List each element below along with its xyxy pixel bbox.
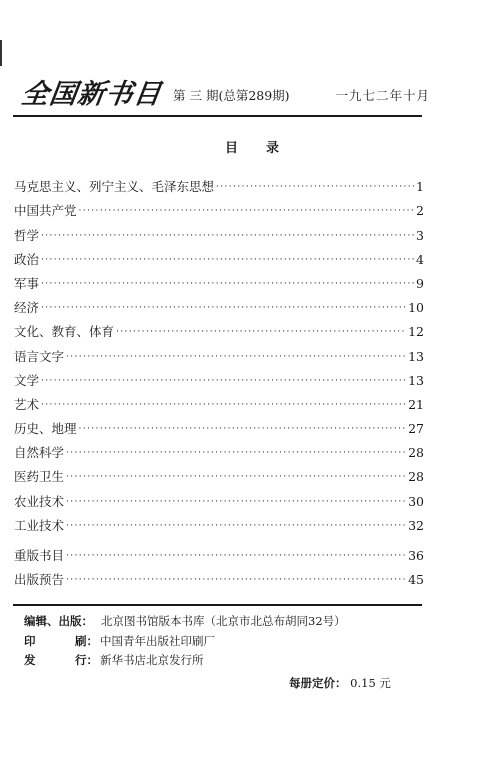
toc-entry-page: 21 [408, 396, 424, 412]
toc-entry-page: 3 [416, 227, 424, 243]
toc-entry[interactable] [14, 194, 424, 218]
toc-entry[interactable] [14, 436, 424, 460]
masthead [19, 72, 430, 110]
leader-dots [79, 205, 415, 218]
toc-entry[interactable] [14, 563, 424, 587]
toc-entry-page: 1 [416, 179, 424, 195]
table-of-contents-extra [14, 539, 424, 587]
toc-entry-page: 45 [408, 572, 424, 588]
toc-entry[interactable] [14, 339, 424, 363]
leader-dots [79, 423, 407, 436]
leader-dots [66, 520, 406, 533]
toc-entry-label: 工业技术 [14, 517, 65, 533]
toc-entry-page: 4 [416, 251, 424, 267]
toc-entry-page: 10 [408, 300, 424, 316]
colophon-editor [24, 612, 346, 632]
toc-entry[interactable] [14, 460, 424, 484]
price [289, 675, 391, 691]
toc-entry-label: 马克思主义、列宁主义、毛泽东思想 [14, 179, 215, 195]
colophon-printer [24, 632, 346, 652]
toc-entry-label: 文学 [14, 372, 40, 388]
publication-logo: 全国新书目 [19, 79, 164, 110]
leader-dots [66, 471, 406, 484]
toc-entry-page: 13 [408, 348, 424, 364]
toc-entry-page: 28 [408, 445, 424, 461]
leader-dots [41, 254, 414, 267]
toc-entry-label: 中国共产党 [14, 203, 77, 219]
toc-entry[interactable] [14, 243, 424, 267]
page-edge-mark [0, 40, 2, 66]
leader-dots [41, 230, 414, 243]
toc-entry-label: 农业技术 [14, 493, 65, 509]
leader-dots [66, 447, 406, 460]
leader-dots [41, 278, 414, 291]
leader-dots [41, 302, 406, 315]
price-value: 0.15 元 [350, 676, 391, 690]
leader-dots [66, 496, 406, 509]
leader-dots [66, 550, 406, 563]
toc-entry-label: 艺术 [14, 396, 40, 412]
toc-entry-page: 13 [408, 372, 424, 388]
toc-entry[interactable] [14, 412, 424, 436]
toc-entry[interactable] [14, 170, 424, 194]
toc-entry[interactable] [14, 364, 424, 388]
colophon-rule [13, 604, 422, 606]
toc-entry-page: 28 [408, 469, 424, 485]
toc-entry-label: 语言文字 [14, 348, 65, 364]
leader-dots [41, 375, 406, 388]
leader-dots [41, 399, 406, 412]
toc-entry-label: 自然科学 [14, 445, 65, 461]
colophon [24, 612, 346, 671]
issue-number: 第 三 期(总第289期) [173, 88, 290, 103]
leader-dots [216, 181, 414, 194]
toc-entry-page: 12 [408, 324, 424, 340]
toc-entry-label: 军事 [14, 275, 40, 291]
toc-entry-page: 9 [416, 275, 424, 291]
colophon-editor-label: 编辑、出版： [24, 614, 93, 628]
toc-entry-page: 36 [408, 548, 424, 564]
toc-entry[interactable] [14, 267, 424, 291]
toc-entry-label: 文化、教育、体育 [14, 324, 115, 340]
toc-entry[interactable] [14, 509, 424, 533]
leader-dots [116, 326, 406, 339]
toc-entry[interactable] [14, 388, 424, 412]
leader-dots [66, 351, 406, 364]
colophon-distributor [24, 651, 346, 671]
table-of-contents [14, 170, 424, 533]
toc-entry[interactable] [14, 484, 424, 508]
colophon-printer-value: 中国青年出版社印刷厂 [100, 633, 215, 648]
colophon-printer-label: 印 刷： [24, 633, 98, 648]
colophon-distributor-label: 发 行： [24, 653, 98, 667]
colophon-editor-value: 北京图书馆版本书库（北京市北总布胡同32号） [101, 614, 346, 628]
leader-dots [66, 574, 406, 587]
toc-entry[interactable] [14, 315, 424, 339]
toc-entry-label: 哲学 [14, 227, 40, 243]
toc-entry-page: 32 [408, 517, 424, 533]
toc-entry-page: 27 [408, 421, 424, 437]
toc-entry-label: 历史、地理 [14, 421, 77, 437]
toc-entry-label: 医药卫生 [14, 469, 65, 485]
toc-entry-page: 30 [408, 493, 424, 509]
price-label: 每册定价： [289, 676, 347, 690]
toc-entry-label: 重版书目 [14, 548, 65, 564]
toc-entry[interactable] [14, 218, 424, 242]
toc-entry-label: 经济 [14, 300, 40, 316]
toc-heading: 目录 [224, 141, 307, 156]
issue-date: 一九七二年十月 [335, 88, 430, 103]
toc-entry-label: 出版预告 [14, 572, 65, 588]
header-rule [13, 115, 422, 117]
toc-entry-label: 政治 [14, 251, 40, 267]
toc-entry[interactable] [14, 539, 424, 563]
toc-entry-page: 2 [416, 203, 424, 219]
toc-entry[interactable] [14, 291, 424, 315]
colophon-distributor-value: 新华书店北京发行所 [100, 653, 204, 667]
